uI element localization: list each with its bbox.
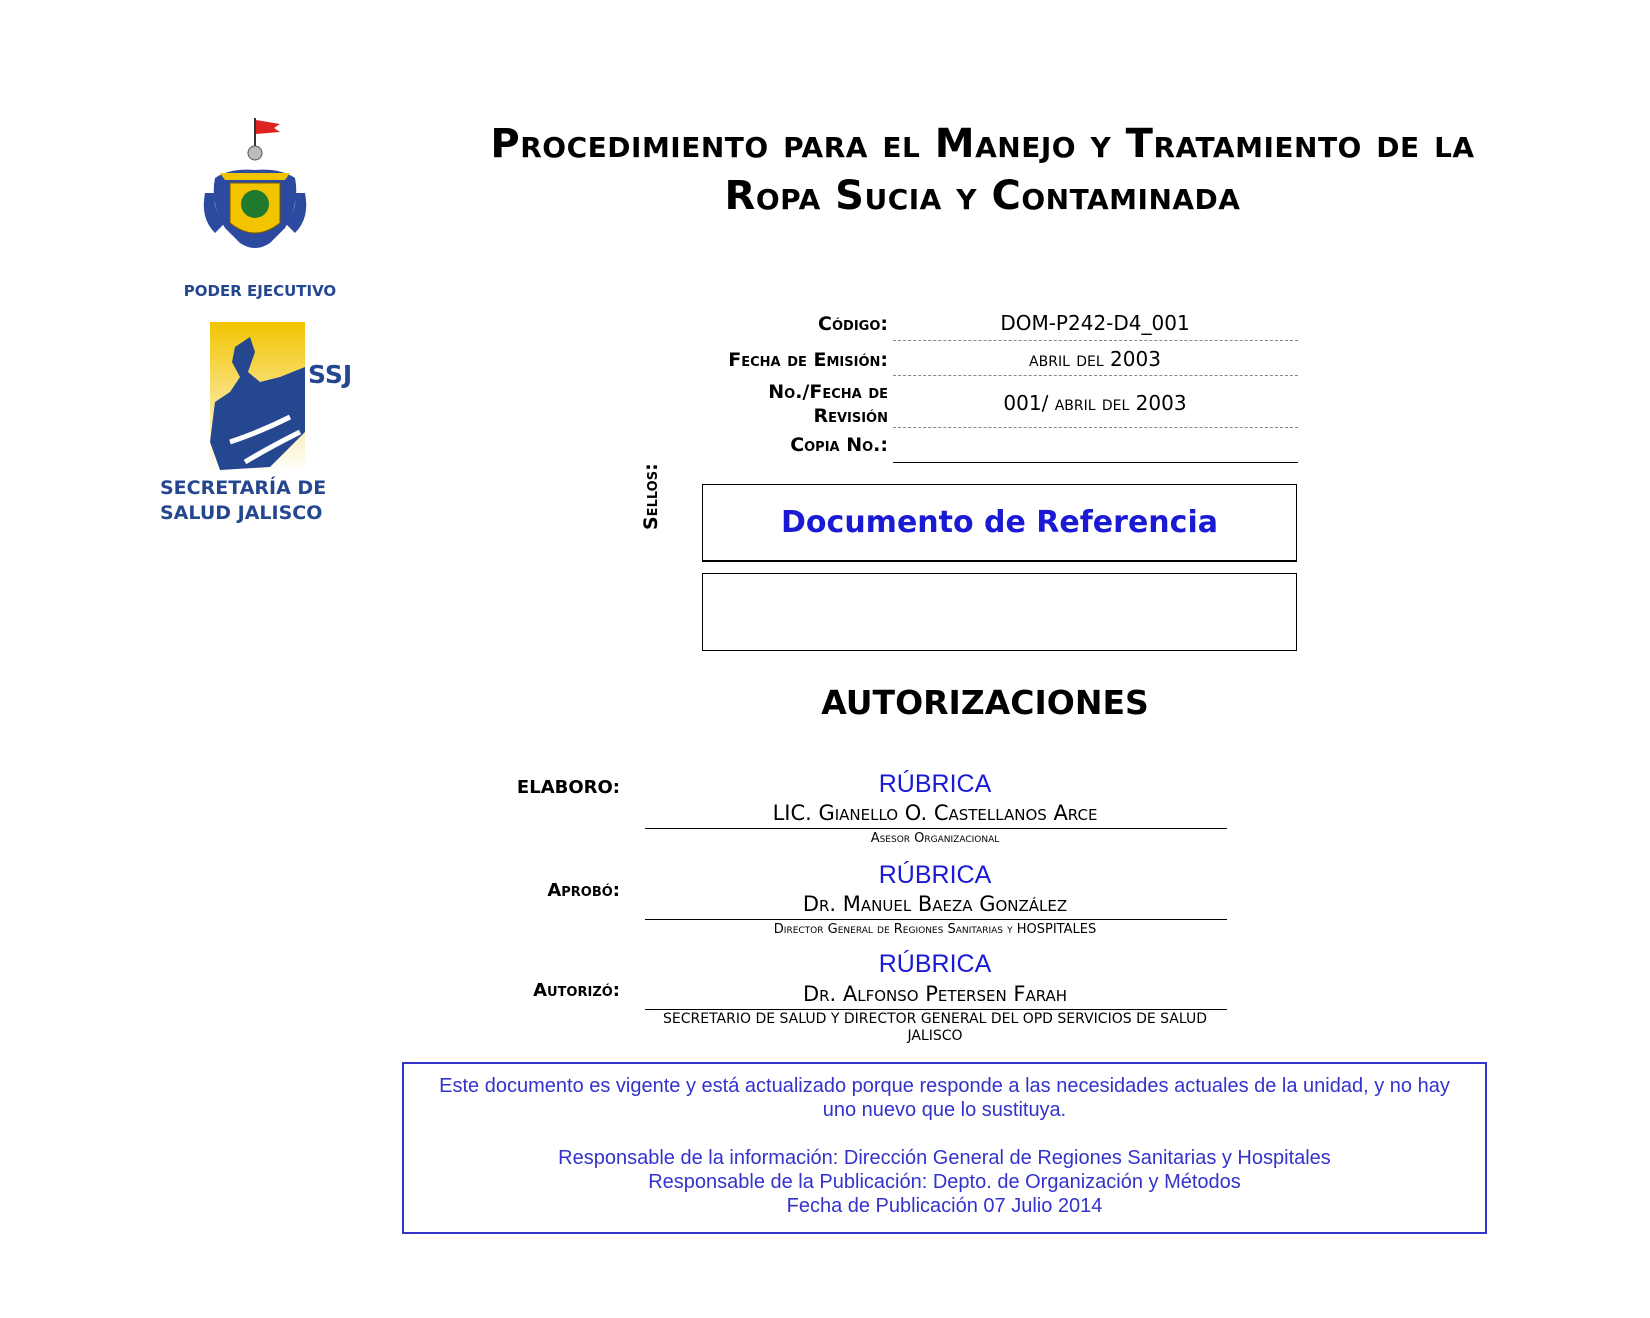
revision-label-line-2: Revisión: [813, 405, 888, 427]
fecha-emision-month: abril del: [1029, 347, 1104, 371]
signer-title-2: Director General de Regiones Sanitarias y HOSPITALES: [773, 922, 1097, 937]
role-elaboro: ELABORO:: [516, 777, 620, 798]
fecha-emision-label: Fecha de Emisión:: [728, 349, 888, 371]
title-line-2: Ropa Sucia y Contaminada: [724, 173, 1241, 219]
ssj-logo: [210, 322, 375, 472]
secretaria-line-2: SALUD JALISCO: [160, 502, 323, 524]
stamp-box-bottom: [702, 573, 1297, 651]
validity-statement: Este documento es vigente y está actualizado porque responde a las necesidades actuales de la unidad, y no hay uno nuevo que lo sustituya.: [439, 1075, 1450, 1121]
rubrica-3: RÚBRICA: [878, 950, 992, 978]
publication-date: Fecha de Publicación 07 Julio 2014: [786, 1195, 1103, 1217]
codigo-rule: [893, 340, 1298, 341]
authorizations-heading: AUTORIZACIONES: [821, 683, 1149, 722]
revision-value: [895, 390, 1295, 416]
publication-responsible: Responsable de la Publicación: Depto. de Organización y Métodos: [648, 1171, 1241, 1193]
sellos-label: Sellos:: [640, 463, 662, 530]
title-line-1: Procedimiento para el Manejo y Tratamiento de la: [490, 121, 1475, 167]
revision-label: [688, 380, 888, 428]
validity-note-box: [402, 1062, 1487, 1234]
role-autorizo: Autorizó:: [533, 980, 620, 1001]
signature-line-3: [645, 1009, 1227, 1010]
signer-name-2: Dr. Manuel Baeza González: [802, 892, 1068, 916]
rubrica-1: RÚBRICA: [878, 770, 992, 798]
copia-label: Copia No.:: [790, 434, 888, 456]
revision-month: abril del: [1054, 391, 1130, 415]
fecha-emision-year: 2003: [1110, 347, 1161, 371]
role-aprobo: Aprobó:: [547, 880, 620, 901]
info-responsible: Responsable de la información: Dirección General de Regiones Sanitarias y Hospitales: [558, 1147, 1331, 1169]
copia-rule: [893, 462, 1298, 463]
secretaria-line-1: SECRETARÍA DE: [160, 477, 327, 499]
revision-rule: [893, 427, 1298, 428]
rubrica-2: RÚBRICA: [878, 861, 992, 889]
signature-line-2: [645, 919, 1227, 920]
fecha-emision-value: [895, 346, 1295, 372]
signer-title-3: SECRETARIO DE SALUD Y DIRECTOR GENERAL DEL OPD SERVICIOS DE SALUD JALISCO: [663, 1011, 1207, 1044]
signer-title-1: Asesor Organizacional: [870, 831, 1000, 846]
signer-name-1: LIC. Gianello O. Castellanos Arce: [772, 801, 1098, 825]
reference-document-text: Documento de Referencia: [781, 505, 1218, 540]
revision-year: 2003: [1135, 391, 1187, 415]
document-title: [450, 118, 1515, 222]
jalisco-coat-of-arms-logo: [200, 108, 320, 268]
signature-line-1: [645, 828, 1227, 829]
fecha-emision-rule: [893, 375, 1298, 376]
stamp-box-top: [702, 484, 1297, 562]
codigo-value: DOM-P242-D4_001: [1000, 311, 1190, 335]
poder-ejecutivo-label: PODER EJECUTIVO: [183, 282, 337, 300]
revision-label-line-1: No./Fecha de: [768, 381, 888, 403]
codigo-label: Código:: [818, 313, 888, 335]
secretaria-label: [160, 476, 350, 526]
revision-number: 001/: [1003, 391, 1049, 415]
ssj-abbrev: SSJ: [308, 360, 353, 389]
signer-name-3: Dr. Alfonso Petersen Farah: [802, 982, 1068, 1006]
